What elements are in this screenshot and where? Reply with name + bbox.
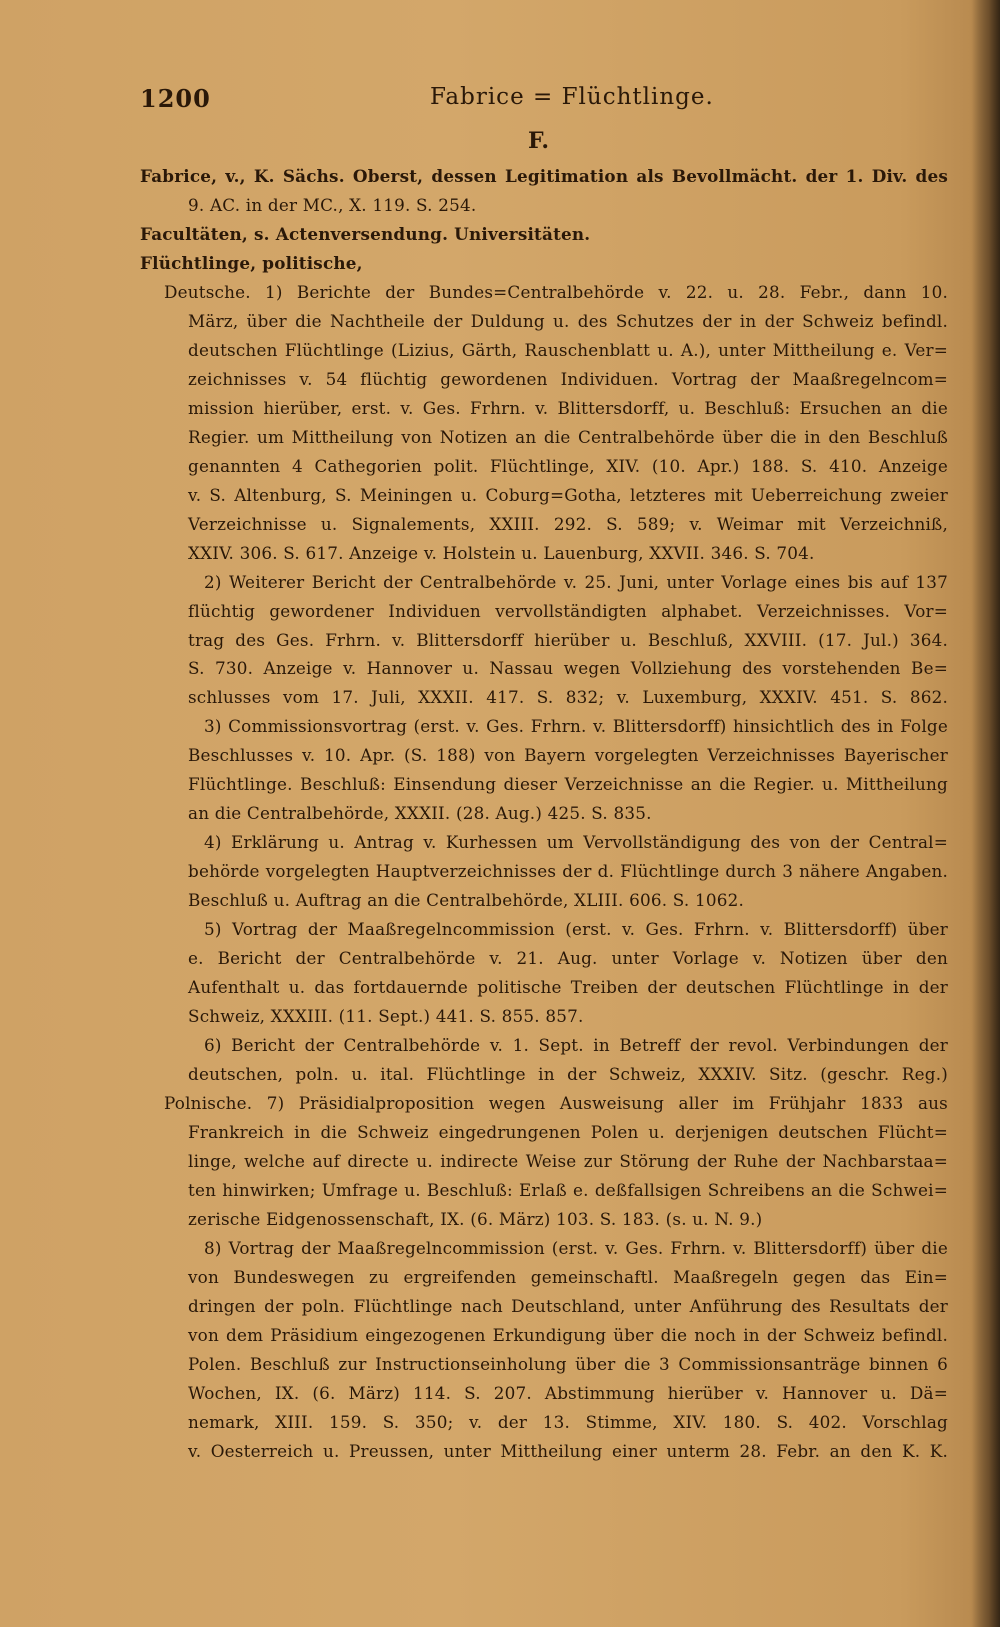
text-line: Schweiz, XXXIII. (11. Sept.) 441. S. 855. 857.: [188, 1006, 584, 1027]
text-line: XXIV. 306. S. 617. Anzeige v. Holstein u. Lauenburg, XXVII. 346. S. 704.: [188, 542, 815, 563]
text-line: Deutsche. 1) Berichte der Bundes=Centralbehörde v. 22. u. 28. Febr., dann 10.: [164, 281, 948, 302]
text-line: trag des Ges. Frhrn. v. Blittersdorff hierüber u. Beschluß, XXVIII. (17. Jul.) 364.: [188, 629, 948, 650]
text-line: zeichnisses v. 54 flüchtig gewordenen Individuen. Vortrag der Maaßregelncom=: [188, 368, 948, 389]
text-line: Aufenthalt u. das fortdauernde politische Treiben der deutschen Flüchtlinge in der: [188, 977, 948, 998]
text-line: 6) Bericht der Centralbehörde v. 1. Sept. in Betreff der revol. Verbindungen der: [204, 1035, 948, 1056]
text-line: mission hierüber, erst. v. Ges. Frhrn. v. Blittersdorff, u. Beschluß: Ersuchen an die: [188, 397, 948, 418]
text-line: e. Bericht der Centralbehörde v. 21. Aug. unter Vorlage v. Notizen über den: [188, 948, 948, 969]
text-line: Flüchtlinge, politische,: [140, 252, 363, 273]
text-line: 3) Commissionsvortrag (erst. v. Ges. Frhrn. v. Blittersdorff) hinsichtlich des in Folge: [204, 716, 948, 737]
text-line: v. Oesterreich u. Preussen, unter Mittheilung einer unterm 28. Febr. an den K. K.: [188, 1440, 948, 1461]
text-line: Polen. Beschluß zur Instructionseinholung über die 3 Commissionsanträge binnen 6: [188, 1353, 948, 1374]
text-line: deutschen Flüchtlinge (Lizius, Gärth, Rauschenblatt u. A.), unter Mittheilung e. Ver=: [188, 339, 948, 360]
text-line: genannten 4 Cathegorien polit. Flüchtlinge, XIV. (10. Apr.) 188. S. 410. Anzeige: [188, 455, 948, 476]
text-line: 4) Erklärung u. Antrag v. Kurhessen um Vervollständigung des von der Central=: [204, 832, 948, 853]
section-letter: F.: [528, 128, 550, 154]
text-line: Fabrice, v., K. Sächs. Oberst, dessen Legitimation als Bevollmächt. der 1. Div. des: [140, 166, 948, 186]
text-line: nemark, XIII. 159. S. 350; v. der 13. Stimme, XIV. 180. S. 402. Vorschlag: [188, 1411, 948, 1432]
text-line: Verzeichnisse u. Signalements, XXIII. 292. S. 589; v. Weimar mit Verzeichniß,: [188, 513, 948, 534]
book-spine-shadow: [972, 0, 1000, 1627]
text-line: Beschluß u. Auftrag an die Centralbehörde, XLIII. 606. S. 1062.: [188, 890, 744, 911]
running-head: Fabrice = Flüchtlinge.: [430, 84, 714, 110]
text-line: deutschen, poln. u. ital. Flüchtlinge in der Schweiz, XXXIV. Sitz. (geschr. Reg.): [188, 1064, 948, 1085]
text-line: von dem Präsidium eingezogenen Erkundigung über die noch in der Schweiz befindl.: [188, 1324, 948, 1345]
text-line: März, über die Nachtheile der Duldung u. des Schutzes der in der Schweiz befindl.: [188, 310, 948, 331]
text-line: linge, welche auf directe u. indirecte Weise zur Störung der Ruhe der Nachbarstaa=: [188, 1150, 948, 1171]
text-line: Frankreich in die Schweiz eingedrungenen Polen u. derjenigen deutschen Flücht=: [188, 1121, 948, 1142]
text-line: schlusses vom 17. Juli, XXXII. 417. S. 832; v. Luxemburg, XXXIV. 451. S. 862.: [188, 687, 948, 708]
text-line: von Bundeswegen zu ergreifenden gemeinschaftl. Maaßregeln gegen das Ein=: [188, 1266, 948, 1287]
text-line: Facultäten, s. Actenversendung. Universitäten.: [140, 223, 591, 244]
text-line: 2) Weiterer Bericht der Centralbehörde v. 25. Juni, unter Vorlage eines bis auf 137: [204, 571, 948, 592]
text-line: ten hinwirken; Umfrage u. Beschluß: Erlaß e. deßfallsigen Schreibens an die Schwei=: [188, 1179, 948, 1200]
text-line: 9. AC. in der MC., X. 119. S. 254.: [188, 194, 477, 215]
text-line: Flüchtlinge. Beschluß: Einsendung dieser Verzeichnisse an die Regier. u. Mittheilung: [188, 774, 948, 795]
text-line: dringen der poln. Flüchtlinge nach Deutschland, unter Anführung des Resultats der: [188, 1295, 948, 1316]
text-line: Polnische. 7) Präsidialproposition wegen Ausweisung aller im Frühjahr 1833 aus: [164, 1093, 948, 1113]
text-line: v. S. Altenburg, S. Meiningen u. Coburg=Gotha, letzteres mit Ueberreichung zweier: [188, 484, 948, 505]
index-body: [140, 162, 948, 1466]
text-line: zerische Eidgenossenschaft, IX. (6. März) 103. S. 183. (s. u. N. 9.): [188, 1208, 763, 1229]
text-line: 5) Vortrag der Maaßregelncommission (erst. v. Ges. Frhrn. v. Blittersdorff) über: [204, 919, 948, 940]
text-line: Regier. um Mittheilung von Notizen an die Centralbehörde über die in den Beschluß: [188, 426, 948, 447]
text-line: behörde vorgelegten Hauptverzeichnisses der d. Flüchtlinge durch 3 nähere Angaben.: [188, 861, 948, 882]
text-line: S. 730. Anzeige v. Hannover u. Nassau wegen Vollziehung des vorstehenden Be=: [188, 658, 948, 679]
text-line: flüchtig gewordener Individuen vervollständigten alphabet. Verzeichnisses. Vor=: [188, 600, 948, 621]
text-line: Beschlusses v. 10. Apr. (S. 188) von Bayern vorgelegten Verzeichnisses Bayerischer: [188, 745, 948, 766]
text-line: an die Centralbehörde, XXXII. (28. Aug.) 425. S. 835.: [188, 803, 652, 824]
page-number: 1200: [140, 84, 211, 113]
text-line: 8) Vortrag der Maaßregelncommission (erst. v. Ges. Frhrn. v. Blittersdorff) über die: [204, 1237, 948, 1258]
text-line: Wochen, IX. (6. März) 114. S. 207. Abstimmung hierüber v. Hannover u. Dä=: [188, 1382, 948, 1403]
